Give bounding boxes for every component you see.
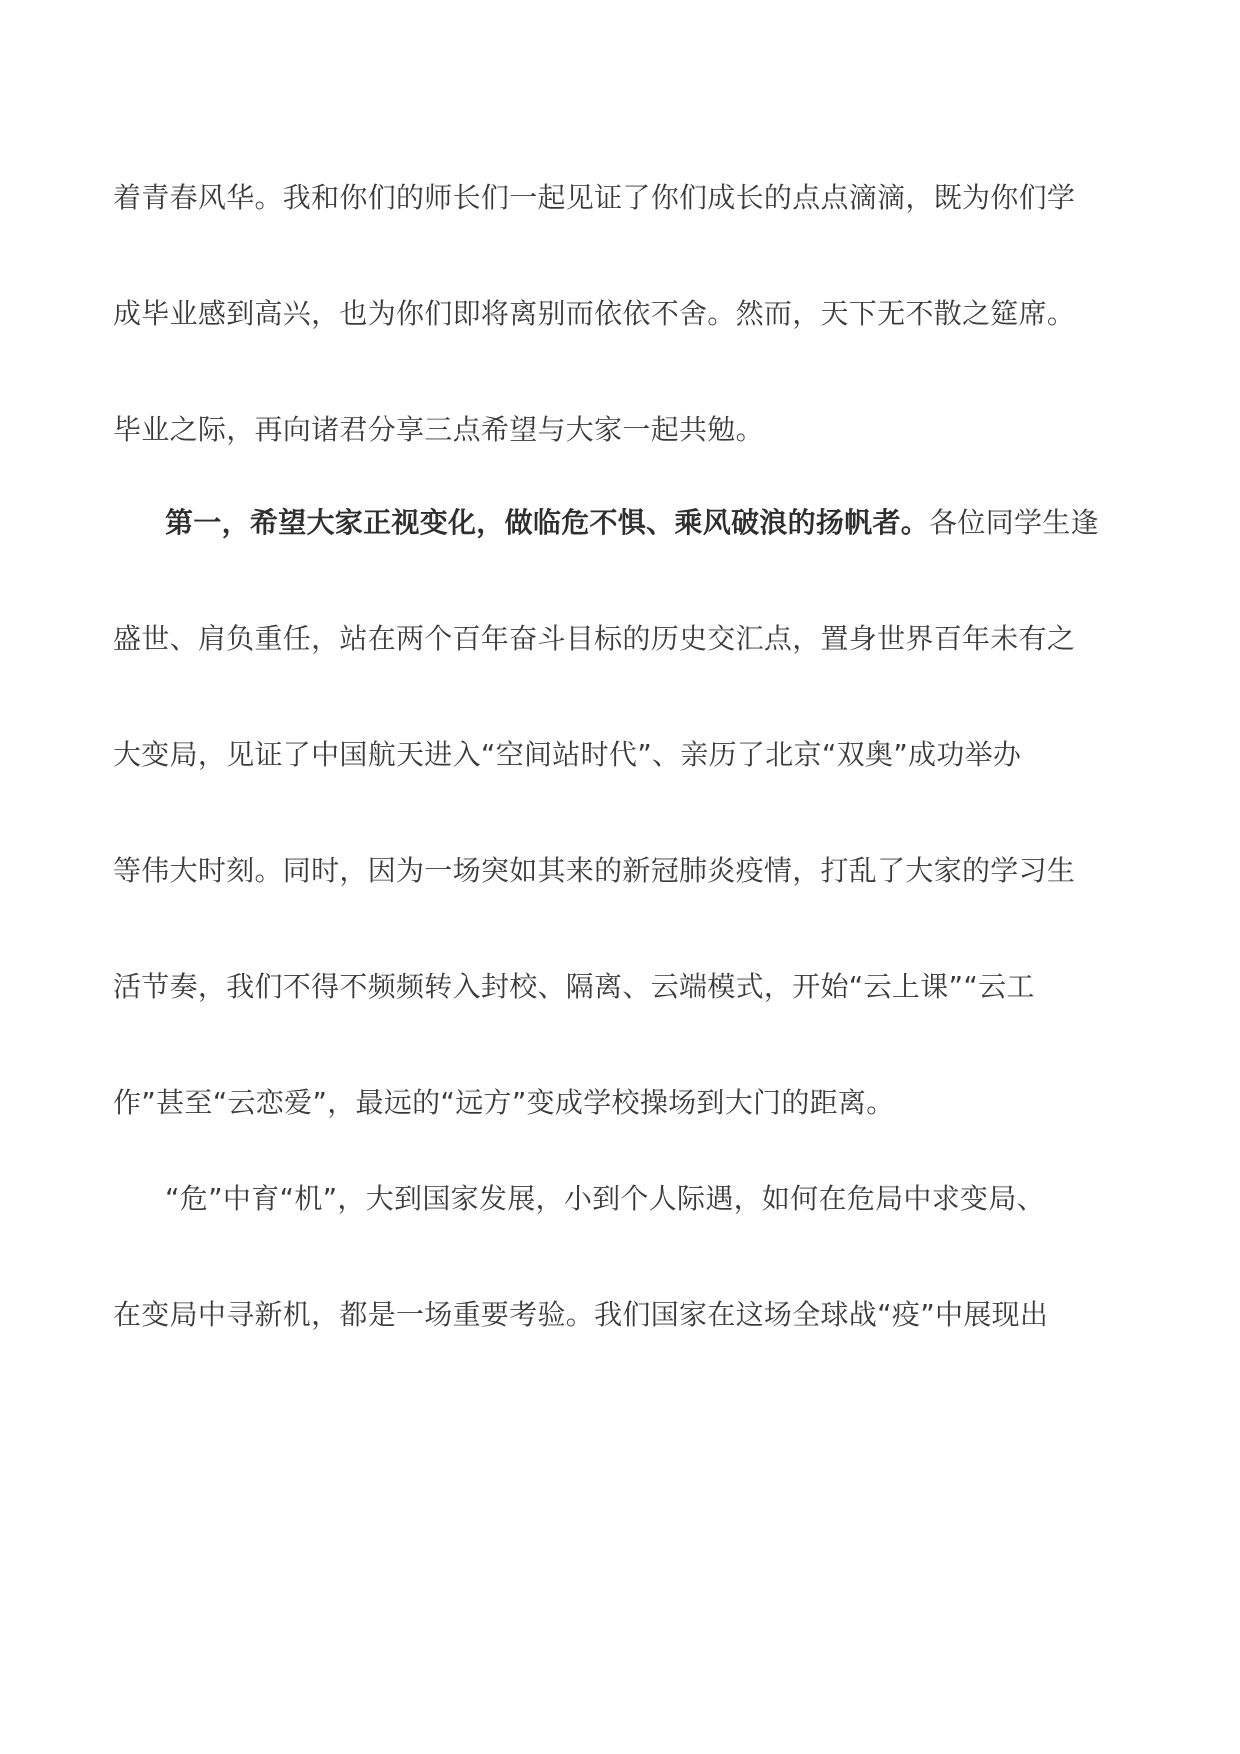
point-one-first-line [165, 501, 1185, 545]
text-line: 毕业之际，再向诸君分享三点希望与大家一起共勉。 [113, 413, 764, 446]
text-line: “危”中育“机”，大到国家发展，小到个人际遇，如何在危局中求变局、 [165, 1182, 1045, 1215]
text-line: 在变局中寻新机，都是一场重要考验。我们国家在这场全球战“疫”中展现出 [113, 1298, 1049, 1331]
text-line: 作”甚至“云恋爱”，最远的“远方”变成学校操场到大门的距离。 [113, 1086, 895, 1119]
point-one-text-start: 各位同学生逢 [929, 506, 1099, 539]
text-line: 大变局，见证了中国航天进入“空间站时代”、亲历了北京“双奥”成功举办 [113, 738, 1022, 771]
text-line: 着青春风华。我和你们的师长们一起见证了你们成长的点点滴滴，既为你们学 [113, 181, 1076, 214]
point-one-heading: 第一，希望大家正视变化，做临危不惧、乘风破浪的扬帆者。 [165, 506, 930, 539]
text-line: 成毕业感到高兴，也为你们即将离别而依依不舍。然而，天下无不散之筵席。 [113, 297, 1076, 330]
text-line: 等伟大时刻。同时，因为一场突如其来的新冠肺炎疫情，打乱了大家的学习生 [113, 854, 1076, 887]
text-line: 盛世、肩负重任，站在两个百年奋斗目标的历史交汇点，置身世界百年未有之 [113, 622, 1076, 655]
text-line: 活节奏，我们不得不频频转入封校、隔离、云端模式，开始“云上课”“云工 [113, 970, 1035, 1003]
